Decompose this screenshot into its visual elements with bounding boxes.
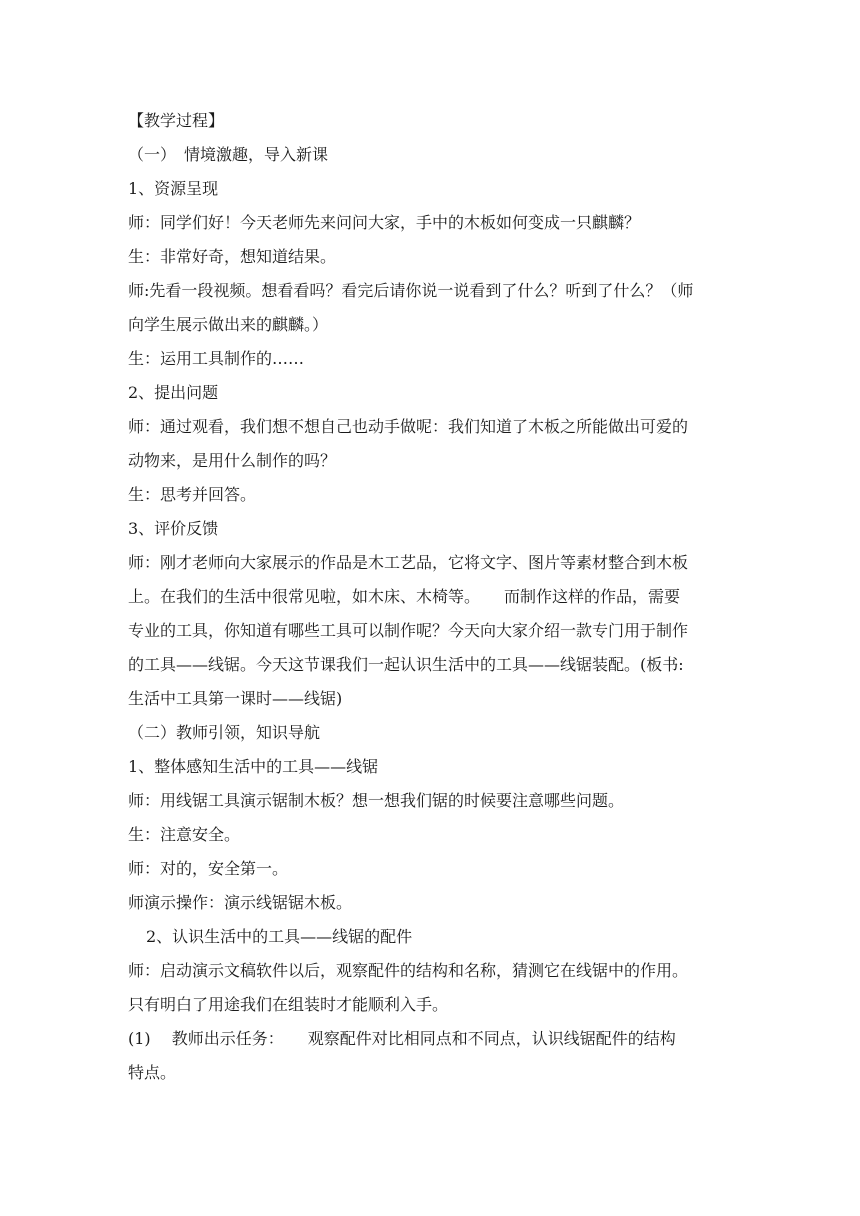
paragraph-line: 师：刚才老师向大家展示的作品是木工艺品，它将文字、图片等素材整合到木板	[128, 553, 689, 572]
item-heading-question: 2、提出问题	[128, 383, 219, 402]
paragraph-line: 特点。	[128, 1063, 177, 1082]
paragraph-line: 师:先看一段视频。想看看吗？看完后请你说一说看到了什么？听到了什么？（师	[128, 281, 694, 300]
paragraph-line: 师：通过观看，我们想不想自己也动手做呢：我们知道了木板之所能做出可爱的	[128, 417, 689, 436]
paragraph-line: 生：注意安全。	[128, 825, 241, 844]
section-heading-teaching-process: 【教学过程】	[128, 111, 225, 130]
item-heading-feedback: 3、评价反馈	[128, 519, 219, 538]
paragraph-line: 动物来，是用什么制作的吗？	[128, 451, 337, 470]
item-heading-resource: 1、资源呈现	[128, 179, 219, 198]
paragraph-line: 师：对的，安全第一。	[128, 859, 289, 878]
paragraph-line: 生活中工具第一课时——线锯)	[128, 689, 343, 708]
subsection-heading-2: （二）教师引领，知识导航	[128, 723, 321, 742]
item-heading-parts: 2、认识生活中的工具——线锯的配件	[146, 927, 413, 946]
paragraph-line: 师演示操作：演示线锯锯木板。	[128, 893, 353, 912]
paragraph-line: 专业的工具，你知道有哪些工具可以制作呢？今天向大家介绍一款专门用于制作	[128, 621, 689, 640]
paragraph-line: (1) 教师出示任务： 观察配件对比相同点和不同点，认识线锯配件的结构	[128, 1029, 676, 1048]
paragraph-line: 的工具——线锯。今天这节课我们一起认识生活中的工具——线锯装配。(板书:	[128, 655, 684, 674]
paragraph-line: 只有明白了用途我们在组装时才能顺利入手。	[128, 995, 449, 1014]
paragraph-line: 向学生展示做出来的麒麟。）	[128, 315, 329, 334]
paragraph-line: 生：非常好奇，想知道结果。	[128, 247, 337, 266]
document-body	[128, 104, 732, 1090]
item-heading-overview: 1、整体感知生活中的工具——线锯	[128, 757, 379, 776]
paragraph-line: 师：同学们好！今天老师先来问问大家，手中的木板如何变成一只麒麟？	[128, 213, 641, 232]
paragraph-line: 生：运用工具制作的……	[128, 349, 305, 368]
paragraph-line: 师：用线锯工具演示锯制木板？想一想我们锯的时候要注意哪些问题。	[128, 791, 625, 810]
paragraph-line: 上。在我们的生活中很常见啦，如木床、木椅等。 而制作这样的作品，需要	[128, 587, 681, 606]
paragraph-line: 生：思考并回答。	[128, 485, 257, 504]
paragraph-line: 师：启动演示文稿软件以后，观察配件的结构和名称，猜测它在线锯中的作用。	[128, 961, 689, 980]
subsection-heading-1: （一） 情境激趣，导入新课	[128, 145, 329, 164]
